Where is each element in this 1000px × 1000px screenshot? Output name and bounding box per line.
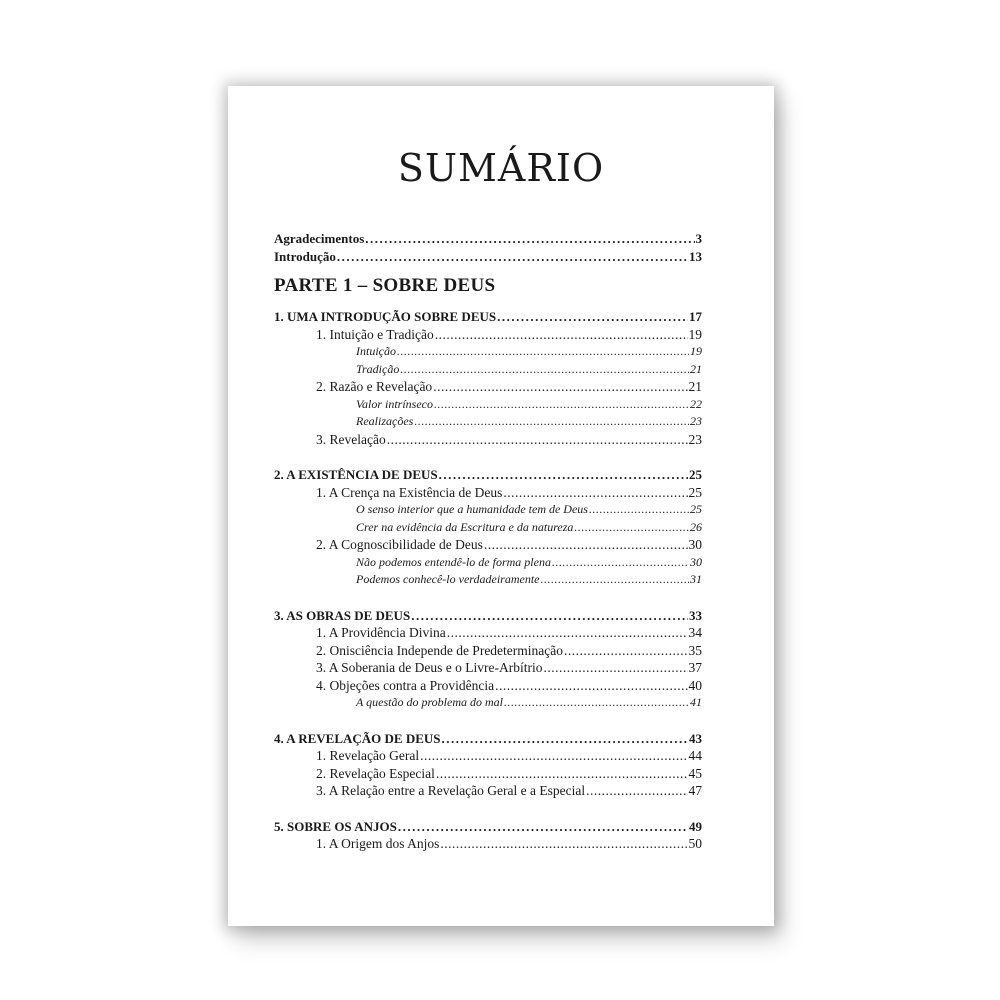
toc-subsection <box>274 519 702 537</box>
toc-subsection <box>274 396 702 414</box>
toc-entry-label: 4. Objeções contra a Providência <box>316 677 495 693</box>
toc-chapter <box>274 466 702 484</box>
toc-leader-dots <box>435 326 688 344</box>
toc-entry-page: 17 <box>689 309 702 324</box>
toc-leader-dots <box>387 431 688 449</box>
toc-leader-dots <box>365 230 694 248</box>
toc-leader-dots <box>541 571 690 589</box>
toc-entry-page: 44 <box>688 748 702 763</box>
toc-entry-label: Realizações <box>356 414 414 428</box>
toc-entry-page: 21 <box>690 361 702 376</box>
toc-entry-label: 3. Revelação <box>316 431 386 447</box>
toc-section <box>274 431 702 449</box>
toc-entry-page: 50 <box>688 836 702 851</box>
toc-entry-page: 19 <box>690 344 702 358</box>
toc-entry-page: 22 <box>690 396 702 411</box>
page-title: SUMÁRIO <box>397 146 605 190</box>
toc-entry-page: 30 <box>688 537 702 552</box>
toc-chapter <box>274 730 702 748</box>
toc-subsection <box>274 343 702 361</box>
toc-entry-page: 35 <box>688 642 702 658</box>
toc-leader-dots <box>337 248 688 266</box>
toc-entry-page: 25 <box>690 502 702 516</box>
toc-entry-label: 2. Revelação Especial <box>316 765 435 781</box>
table-of-contents <box>274 230 702 853</box>
toc-section <box>274 536 702 554</box>
toc-subsection <box>274 554 702 572</box>
toc-leader-dots <box>442 730 688 748</box>
chapter-gap <box>274 800 702 818</box>
toc-section <box>274 378 702 396</box>
toc-leader-dots <box>400 361 689 379</box>
toc-entry-label: 3. AS OBRAS DE DEUS <box>274 607 411 623</box>
toc-entry-page: 21 <box>688 379 702 394</box>
toc-entry-page: 25 <box>689 467 702 482</box>
toc-leader-dots <box>504 694 689 712</box>
toc-leader-dots <box>439 466 688 484</box>
toc-entry-page: 34 <box>688 625 702 640</box>
toc-leader-dots <box>414 413 689 431</box>
toc-section <box>274 484 702 502</box>
toc-subsection <box>274 571 702 589</box>
toc-entry-page: 41 <box>690 695 702 709</box>
toc-leader-dots <box>447 624 688 642</box>
toc-section <box>274 624 702 642</box>
toc-entry-page: 45 <box>688 765 702 781</box>
toc-leader-dots <box>564 642 687 660</box>
toc-entry-label: Podemos conhecê-lo verdadeiramente <box>356 572 540 586</box>
toc-section <box>274 782 702 800</box>
toc-leader-dots <box>503 484 687 502</box>
toc-section <box>274 659 702 677</box>
toc-chapter <box>274 308 702 326</box>
toc-leader-dots <box>440 835 687 853</box>
toc-leader-dots <box>397 343 689 361</box>
toc-subsection <box>274 413 702 431</box>
toc-entry-page: 33 <box>689 607 702 623</box>
chapter-gap <box>274 712 702 730</box>
toc-entry-label: Valor intrínseco <box>356 396 433 411</box>
toc-entry-page: 13 <box>689 248 702 264</box>
part-heading: PARTE 1 – SOBRE DEUS <box>274 275 496 296</box>
toc-entry-label: A questão do problema do mal <box>356 695 503 709</box>
toc-entry-label: 3. A Relação entre a Revelação Geral e a Especial <box>316 783 586 798</box>
toc-entry-label: 5. SOBRE OS ANJOS <box>274 818 397 834</box>
toc-entry-page: 47 <box>688 783 702 798</box>
toc-leader-dots <box>495 677 687 695</box>
chapter-gap <box>274 448 702 466</box>
toc-section <box>274 765 702 783</box>
toc-entry-page: 19 <box>688 326 702 342</box>
toc-entry-label: Crer na evidência da Escritura e da natureza <box>356 519 574 534</box>
toc-leader-dots <box>543 659 687 677</box>
toc-entry-label: 1. Intuição e Tradição <box>316 326 434 342</box>
toc-leader-dots <box>436 765 688 783</box>
toc-entry-page: 26 <box>690 519 702 534</box>
toc-entry-front <box>274 230 702 248</box>
toc-entry-label: 1. A Origem dos Anjos <box>316 836 440 851</box>
toc-leader-dots <box>574 519 689 537</box>
toc-entry-label: 2. A EXISTÊNCIA DE DEUS <box>274 467 438 482</box>
toc-leader-dots <box>433 378 687 396</box>
toc-leader-dots <box>411 607 688 625</box>
toc-entry-label: 1. A Crença na Existência de Deus <box>316 484 503 500</box>
toc-leader-dots <box>484 536 688 554</box>
toc-entry-label: Tradição <box>356 361 400 376</box>
toc-chapter <box>274 818 702 836</box>
toc-leader-dots <box>398 818 688 836</box>
toc-entry-label: 1. UMA INTRODUÇÃO SOBRE DEUS <box>274 309 497 324</box>
toc-section <box>274 326 702 344</box>
toc-leader-dots <box>497 308 688 326</box>
toc-entry-label: Agradecimentos <box>274 231 365 246</box>
toc-entry-page: 3 <box>695 231 702 246</box>
toc-entry-label: Não podemos entendê-lo de forma plena <box>356 554 551 569</box>
toc-entry-label: 2. Razão e Revelação <box>316 379 433 394</box>
chapter-list <box>274 308 702 853</box>
toc-leader-dots <box>434 396 689 414</box>
toc-entry-label: Introdução <box>274 248 336 264</box>
toc-leader-dots <box>586 782 687 800</box>
toc-leader-dots <box>420 747 687 765</box>
toc-section <box>274 642 702 660</box>
toc-entry-front <box>274 248 702 266</box>
toc-entry-label: 1. A Providência Divina <box>316 625 446 640</box>
toc-entry-page: 23 <box>690 414 702 428</box>
toc-entry-page: 31 <box>690 572 702 586</box>
chapter-gap <box>274 589 702 607</box>
toc-entry-label: 2. A Cognoscibilidade de Deus <box>316 537 483 552</box>
toc-entry-page: 37 <box>688 660 702 675</box>
toc-entry-label: 2. Onisciência Independe de Predeterminação <box>316 642 564 658</box>
toc-entry-page: 25 <box>688 484 702 500</box>
toc-leader-dots <box>589 501 689 519</box>
toc-entry-label: Intuição <box>356 344 396 358</box>
toc-entry-page: 23 <box>688 431 702 447</box>
toc-leader-dots <box>552 554 689 572</box>
toc-chapter <box>274 607 702 625</box>
toc-entry-page: 30 <box>690 554 702 569</box>
toc-entry-page: 40 <box>688 677 702 693</box>
toc-subsection <box>274 361 702 379</box>
toc-entry-label: 4. A REVELAÇÃO DE DEUS <box>274 730 441 746</box>
toc-entry-label: O senso interior que a humanidade tem de Deus <box>356 502 588 516</box>
toc-entry-page: 49 <box>689 818 702 834</box>
book-page <box>228 86 774 926</box>
toc-section <box>274 677 702 695</box>
toc-section <box>274 835 702 853</box>
toc-section <box>274 747 702 765</box>
toc-entry-label: 1. Revelação Geral <box>316 748 420 763</box>
toc-entry-page: 43 <box>689 730 702 746</box>
toc-subsection <box>274 694 702 712</box>
toc-subsection <box>274 501 702 519</box>
toc-entry-label: 3. A Soberania de Deus e o Livre-Arbítrio <box>316 660 543 675</box>
